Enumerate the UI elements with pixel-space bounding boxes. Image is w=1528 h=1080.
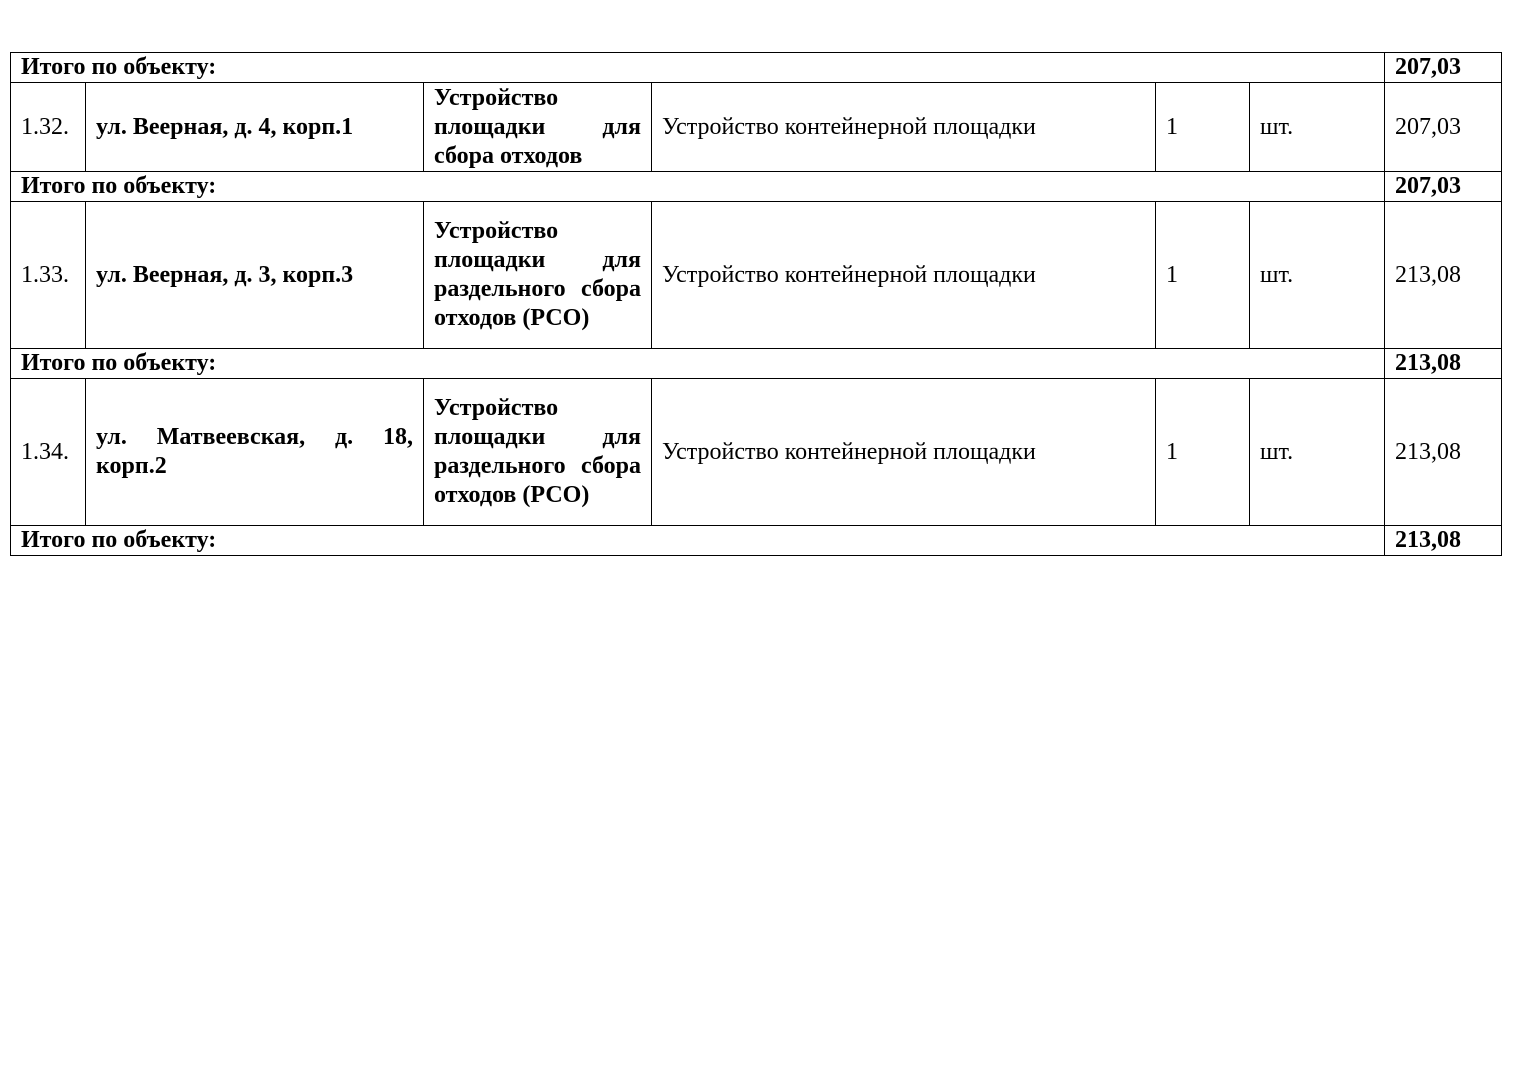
item-work-type: Устройство площадки для раздельного сбора отходов (РСО) xyxy=(424,202,652,349)
item-address: ул. Матвеевская, д. 18, корп.2 xyxy=(86,379,424,526)
table-row xyxy=(11,379,1502,526)
item-sum: 213,08 xyxy=(1385,379,1502,526)
table-row xyxy=(11,202,1502,349)
object-total-row xyxy=(11,349,1502,379)
item-number: 1.32. xyxy=(11,83,86,172)
item-quantity: 1 xyxy=(1156,83,1250,172)
item-number: 1.33. xyxy=(11,202,86,349)
object-total-row xyxy=(11,526,1502,556)
item-work-type: Устройство площадки для раздельного сбора отходов (РСО) xyxy=(424,379,652,526)
works-table xyxy=(10,52,1502,556)
table-row xyxy=(11,83,1502,172)
total-label: Итого по объекту: xyxy=(11,53,1385,83)
total-label: Итого по объекту: xyxy=(11,172,1385,202)
item-unit: шт. xyxy=(1250,83,1385,172)
item-number: 1.34. xyxy=(11,379,86,526)
item-unit: шт. xyxy=(1250,202,1385,349)
total-sum: 213,08 xyxy=(1385,349,1502,379)
total-sum: 207,03 xyxy=(1385,172,1502,202)
table-body xyxy=(11,53,1502,556)
item-address: ул. Веерная, д. 3, корп.3 xyxy=(86,202,424,349)
item-description: Устройство контейнерной площадки xyxy=(652,379,1156,526)
item-work-type: Устройство площадки для сбора отходов xyxy=(424,83,652,172)
total-label: Итого по объекту: xyxy=(11,349,1385,379)
item-address: ул. Веерная, д. 4, корп.1 xyxy=(86,83,424,172)
item-quantity: 1 xyxy=(1156,379,1250,526)
total-label: Итого по объекту: xyxy=(11,526,1385,556)
item-unit: шт. xyxy=(1250,379,1385,526)
item-description: Устройство контейнерной площадки xyxy=(652,202,1156,349)
item-sum: 213,08 xyxy=(1385,202,1502,349)
total-sum: 213,08 xyxy=(1385,526,1502,556)
item-description: Устройство контейнерной площадки xyxy=(652,83,1156,172)
item-quantity: 1 xyxy=(1156,202,1250,349)
total-sum: 207,03 xyxy=(1385,53,1502,83)
object-total-row xyxy=(11,53,1502,83)
item-sum: 207,03 xyxy=(1385,83,1502,172)
object-total-row xyxy=(11,172,1502,202)
